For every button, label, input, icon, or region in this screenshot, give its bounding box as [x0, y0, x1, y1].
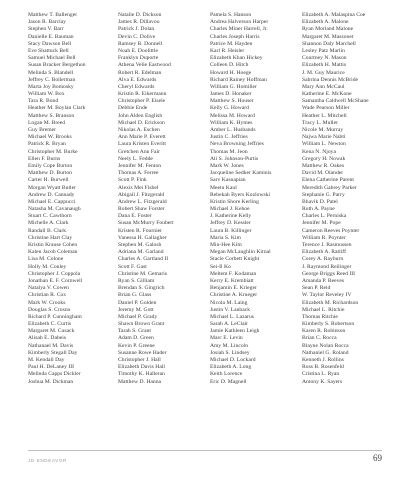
donor-name: Antony K. Sayers	[302, 378, 343, 385]
donor-name: Kimberly S. Robertson	[302, 321, 355, 328]
donor-name: Ross B. Rosenfeld	[302, 364, 344, 371]
donor-name: Charles A. Gartland II	[118, 256, 169, 263]
donor-name: Christine Hart Clay	[28, 234, 73, 241]
donor-name: Elizabeth Davis Hall	[118, 364, 165, 371]
donor-name: Stacie Corbett Knight	[210, 256, 260, 263]
donor-name: Andrew L. Fitzgerald	[118, 198, 167, 205]
donor-name: Kristen R. Fournier	[118, 227, 163, 234]
donor-name: Justin V. Lauback	[210, 306, 251, 313]
donor-name: Kevin P. Greene	[118, 342, 155, 349]
donor-name: Tarah S. Grant	[118, 328, 151, 335]
donor-name: Ryan S. Gilliam	[118, 277, 155, 284]
donor-name: Justin C. Jeffries	[210, 134, 248, 141]
donor-name: James R. Dillavou	[118, 19, 160, 26]
donor-name: Christopher J. Coppola	[28, 270, 81, 277]
donor-name: Karl R. Heisler	[210, 47, 245, 54]
donor-name: Thomas A. Ferree	[118, 170, 159, 177]
donor-name: Rebekah Byers Kozlowski	[210, 191, 271, 198]
donor-name: Noah E. Doolittle	[118, 47, 158, 54]
donor-name: William K. Hymes	[210, 119, 253, 126]
donor-name: Ryan Morland Malone	[302, 26, 354, 33]
donor-name: Mark W. Crooks	[28, 299, 66, 306]
donor-name: Charles L. Perniska	[302, 213, 347, 220]
donor-name: Elizabeth A. Malone	[302, 19, 349, 26]
donor-name: Jennifer M. Fenton	[118, 162, 162, 169]
donor-name: Melissa M. Howard	[210, 112, 255, 119]
donor-name: Brian G. Glass	[118, 292, 152, 299]
donor-name: David M. Olander	[302, 170, 344, 177]
name-column-2	[118, 12, 206, 436]
donor-name: Neva Browning Jeffries	[210, 141, 264, 148]
donor-name: William R. Poynter	[302, 234, 346, 241]
donor-name: Jeffrey C. Bollerman	[28, 76, 76, 83]
donor-name: Andrew D. Cannady	[28, 191, 75, 198]
donor-name: Scott P. Fink	[118, 177, 147, 184]
donor-name: Elizabeth A. Long	[210, 364, 252, 371]
donor-name: Danielle E. Bauman	[28, 33, 74, 40]
donor-name: Heather L. Mitchell	[302, 112, 347, 119]
donor-name: Christopher J. Hall	[118, 357, 161, 363]
donor-name: Patrick R. Bryan	[28, 141, 66, 148]
donor-name: Meetu Kaul	[210, 184, 237, 191]
donor-name: Amy M. Lincoln	[210, 342, 249, 349]
donor-name: Brian C. Rocca	[302, 335, 337, 342]
donor-name: Athena Velie Eastwood	[118, 62, 171, 69]
donor-name: Timothy K. Halleran	[118, 371, 165, 378]
donor-name: Meredith Gabrey Parker	[302, 184, 357, 191]
donor-name: Tara R. Bond	[28, 98, 59, 105]
donor-name: Richard P. Cunningham	[28, 313, 82, 320]
donor-name: Vanessa H. Gallagher	[118, 234, 167, 241]
donor-name: Nicola M. Laing	[210, 299, 248, 306]
donor-name: Elizabeth A. Ratliff	[302, 249, 346, 256]
donor-name: Stuart C. Cawthorn	[28, 213, 72, 220]
page-footer	[28, 450, 382, 470]
donor-name: Adam D. Green	[118, 335, 154, 342]
donor-name: Ellen F. Burns	[28, 155, 61, 162]
donor-name: Michael P. Grady	[118, 313, 158, 320]
donor-name: Margaret M. Cusack	[28, 328, 75, 335]
donor-name: Thomas Ritchie	[302, 313, 338, 320]
donor-name: Katherine E. McKone	[302, 91, 352, 98]
donor-name: Thomas M. Jeon	[210, 148, 248, 155]
page-number: 69	[373, 453, 382, 463]
donor-name: Matthew D. Hanna	[118, 378, 162, 385]
donor-name: Ann Marie P. Everett	[118, 134, 166, 141]
donor-name: Cameron Reeves Poynter	[302, 227, 360, 234]
donor-name: Elizabeth M. Richardson	[302, 299, 359, 306]
donor-name: Megan McLaughlin Kirnal	[210, 249, 271, 256]
donor-name: Marta Joy Bomosky	[28, 83, 74, 90]
donor-name: Scott F. Gast	[118, 263, 147, 270]
donor-name: Nathaniel G. Roland	[302, 349, 349, 356]
donor-name: Kena N. Njoya	[302, 148, 336, 155]
donor-name: Margaret M. Massonet	[302, 33, 354, 40]
donor-name: Stacy Dawson Bell	[28, 40, 72, 47]
donor-name: Elena Catherine Parent	[302, 177, 355, 184]
donor-name: Terence J. Rasmussen	[302, 242, 352, 248]
donor-name: Jason R. Barclay	[28, 19, 67, 26]
donor-name: William L. Newton	[302, 141, 346, 148]
donor-name: Gretchen Ann Fair	[118, 148, 160, 155]
donor-name: Corey A. Rayburn	[302, 256, 344, 263]
donor-name: Eric D. Magnell	[210, 378, 247, 385]
donor-name: Jamie Kathleen Leigh	[210, 328, 260, 335]
donor-name: Josiah S. Lindsey	[210, 349, 250, 356]
donor-name: Matthew D. Burton	[28, 170, 72, 177]
donor-name: Daniel P. Golden	[118, 299, 157, 306]
donor-name: Michael D. Lockard	[210, 357, 256, 363]
donor-name: Stephen M. Galosh	[118, 242, 162, 248]
donor-name: Neely L. Fedde	[118, 155, 153, 162]
donor-name: Jacqueline Sedker Kaminis	[210, 170, 272, 177]
donor-name: Ramsey B. Donnell	[118, 40, 163, 47]
donor-name: Kenneth J. Rollins	[302, 357, 344, 363]
donor-name: J. Raymond Reilinger	[302, 263, 352, 270]
donor-name: Kelly G. Howard	[210, 105, 249, 112]
donor-name: Christine A. Krueger	[210, 292, 258, 299]
donor-name: Sean P. Reid	[302, 285, 331, 292]
donor-name: William G. Homiller	[210, 83, 257, 90]
donor-name: Emily Cope Burton	[28, 162, 73, 169]
donor-name: Shannon Daly Marchell	[302, 40, 356, 47]
donor-name: Jonathan E. F. Cornwell	[28, 277, 83, 284]
donor-name: Susan Bracker Bergethon	[28, 62, 86, 69]
donor-name: Laura Kristen Everitt	[118, 141, 166, 148]
donor-name: Dana E. Foster	[118, 213, 152, 220]
donor-name: Randall B. Clark	[28, 227, 67, 234]
donor-name: Lesley Patz Marlin	[302, 47, 345, 54]
donor-name: Natalya V. Cowen	[28, 285, 69, 292]
donor-name: Stephen V. Barr	[28, 26, 64, 33]
donor-name: Christian R. Cox	[28, 292, 67, 299]
donor-name: Kerry E. Krembiatt	[210, 277, 254, 284]
donor-name: Kristin R. Eikermann	[118, 91, 167, 98]
donor-name: Howard H. Hoege	[210, 69, 252, 76]
donor-name: William W. Box	[28, 91, 65, 98]
donor-name: Maria S. Kim	[210, 234, 241, 241]
donor-name: Franklyn Duporte	[118, 55, 159, 62]
donor-name: Kalen Jacob Coleman	[28, 249, 78, 256]
donor-name: Marc E. Levin	[210, 335, 243, 342]
donor-name: Wade Pearson Miller	[302, 105, 350, 112]
donor-name: Blayne Nolan Rocca	[302, 342, 349, 349]
donor-name: Richard Rainey Hoffman	[210, 76, 267, 83]
donor-name: Jeremy M. Gott	[118, 306, 154, 313]
donor-name: Andrea Halverson Harper	[210, 19, 269, 26]
donor-name: Debbie Ende	[118, 105, 148, 112]
donor-name: J. M. Guy Maurice	[302, 69, 345, 76]
donor-name: Amanda P. Reeves	[302, 277, 345, 284]
donor-name: Michelle A. Clark	[28, 220, 69, 227]
donor-name: Shawn Brown Grant	[118, 321, 165, 328]
donor-name: Stephanie G. Parry	[302, 191, 345, 198]
donor-name: Robert R. Edelman	[118, 69, 162, 76]
donor-name: Bhavik D. Patel	[302, 198, 338, 205]
name-column-4	[302, 12, 382, 436]
donor-name: Elizabeth H. Mattis	[302, 62, 347, 69]
donor-name: Charles Miner Harrell, Jr.	[210, 26, 268, 33]
donor-name: Gregory H. Nowak	[302, 155, 346, 162]
donor-name: Matthew T. Ballenger	[28, 12, 78, 18]
donor-name: Charles Joseph Harris	[210, 33, 260, 40]
donor-name: Alisab E. Dabeis	[28, 335, 67, 342]
donor-name: Min-Hee Kim	[210, 242, 242, 248]
donor-name: Elizabeth C. Curtis	[28, 321, 72, 328]
donor-name: Keith Lorence	[210, 371, 243, 378]
donor-name: Courtney N. Mason	[302, 55, 347, 62]
donor-name: James D. Honaker	[210, 91, 252, 98]
footer-divider	[28, 450, 382, 451]
donor-name: Michael W. Brooks	[28, 134, 72, 141]
donor-name: Susanne Rowe Hader	[118, 349, 167, 356]
donor-name: Cristina L. Ryan	[302, 371, 340, 378]
donor-name: Meltem F. Kodaman	[210, 270, 257, 277]
donor-name: Brendan S. Gingrich	[118, 285, 165, 292]
donor-name: Robert Shaw Forster	[118, 206, 165, 213]
donor-name: Paul H. DeLaney III	[28, 364, 75, 371]
donor-name: Elizabeth A. Malaspina Coe	[302, 12, 366, 18]
donor-name: Mark W. Jones	[210, 162, 244, 169]
donor-name: Douglas S. Crosno	[28, 306, 71, 313]
donor-name: Logan M. Breed	[28, 119, 66, 126]
donor-name: Mary Ann McCaul	[302, 83, 345, 90]
donor-name: Melinda Capps Dickler	[28, 371, 81, 378]
donor-name: Nicole M. Murray	[302, 127, 344, 133]
donor-name: Carter H. Burwell	[28, 177, 69, 184]
donor-name: Michael E. Cappucci	[28, 198, 76, 205]
donor-name: Laura B. Killinger	[210, 227, 252, 234]
donor-name: Lisa M. Colone	[28, 256, 64, 263]
donor-name: Sabrina Dennis McBride	[302, 76, 359, 83]
donor-name: M. Kendall Day	[28, 357, 65, 363]
donor-name: Matthew S. Houser	[210, 98, 254, 105]
donor-name: Christine M. Gemaris	[118, 270, 168, 277]
donor-name: Kristin Shore Kerling	[210, 198, 259, 205]
donor-name: Michael L. Ritchie	[302, 306, 345, 313]
donor-name: Amber L. Husbands	[210, 127, 256, 133]
donor-name: Holly M. Conley	[28, 263, 67, 270]
donor-name: Patrick J. Dolan	[118, 26, 155, 33]
donor-name: Morgan Wyatt Butler	[28, 184, 76, 191]
donor-name: Cheryl Edwards	[118, 83, 155, 90]
name-column-1	[28, 12, 114, 436]
donor-name: Kimberly Stegall Day	[28, 349, 78, 356]
donor-name: Christopher P. Eisele	[118, 98, 166, 105]
donor-name: Jennifer M. Pope	[302, 220, 341, 227]
donor-name: Jeffrey D. Kessler	[210, 220, 251, 227]
donor-name: Sei-Il Ko	[210, 263, 231, 270]
donor-name: Pamela S. Hanson	[210, 12, 252, 18]
donor-name: Nathanael M. Davis	[28, 342, 74, 349]
donor-name: Samuel Michael Bell	[28, 55, 76, 62]
donor-name: Christopher M. Burke	[28, 148, 78, 155]
donor-name: W. Taylor Reveley IV	[302, 292, 352, 299]
donor-name: Alexis Mei Fishel	[118, 184, 159, 191]
donor-name: Najwa Marie Nabti	[302, 134, 346, 141]
donor-name: Guy Bremer	[28, 127, 57, 133]
donor-name: Michael D. Erickson	[118, 119, 165, 126]
donor-name: Natalie D. Dickson	[118, 12, 162, 18]
donor-name: George Briggs Reed III	[302, 270, 355, 277]
donor-name: J. Katherine Kelly	[210, 213, 252, 220]
donor-name: Matthew R. Oakes	[302, 162, 345, 169]
donor-name: Devin C. Dolive	[118, 33, 156, 40]
donor-name: Natasha M. Cavanaugh	[28, 206, 81, 213]
donor-name: Michael L. Lazarus	[210, 313, 255, 320]
donor-name: Joshua M. Dickman	[28, 378, 74, 385]
donor-name: Nikolas A. Eschen	[118, 127, 160, 133]
donor-name: Adriana M. Garland	[118, 249, 164, 256]
donor-name: Patrice M. Hayden	[210, 40, 253, 47]
donor-name: Susan McMurry Foubert	[118, 220, 174, 227]
donor-name: Ruth A. Payne	[302, 206, 335, 213]
donor-name: Abigail J. Fitzgerald	[118, 191, 165, 198]
donor-name: Karen R. Robinson	[302, 328, 346, 335]
donor-name: Ali S. Johnson-Purtis	[210, 155, 259, 162]
name-columns	[28, 12, 382, 436]
donor-name: Melinda S. Blandell	[28, 69, 74, 76]
donor-name: Sarv Kasnapian	[210, 177, 246, 184]
publication-name: JD ENDEAVOR	[28, 458, 67, 463]
donor-name: Kristin Krause Cohen	[28, 242, 78, 248]
donor-name: Heather M. Boylan Clark	[28, 105, 86, 112]
donor-name: John Alden English	[118, 112, 163, 119]
donor-name: Samantha Caldwell McShane	[302, 98, 369, 105]
donor-name: Elizabeth Khan Hickey	[210, 55, 263, 62]
name-column-3	[210, 12, 298, 436]
donor-name: Benjamin E. Krieger	[210, 285, 257, 292]
donor-name: Sarah A. LeClair	[210, 321, 249, 328]
donor-name: Matthew S. Branson	[28, 112, 75, 119]
donor-name: Eve Shattuck Bell	[28, 47, 69, 54]
donor-name: Alva E. Edwards	[118, 76, 157, 83]
donor-name: Tracy L. Muller	[302, 119, 338, 126]
donor-name: Colleen D. Hitch	[210, 62, 249, 69]
donor-name: Michael J. Kehoe	[210, 206, 250, 213]
